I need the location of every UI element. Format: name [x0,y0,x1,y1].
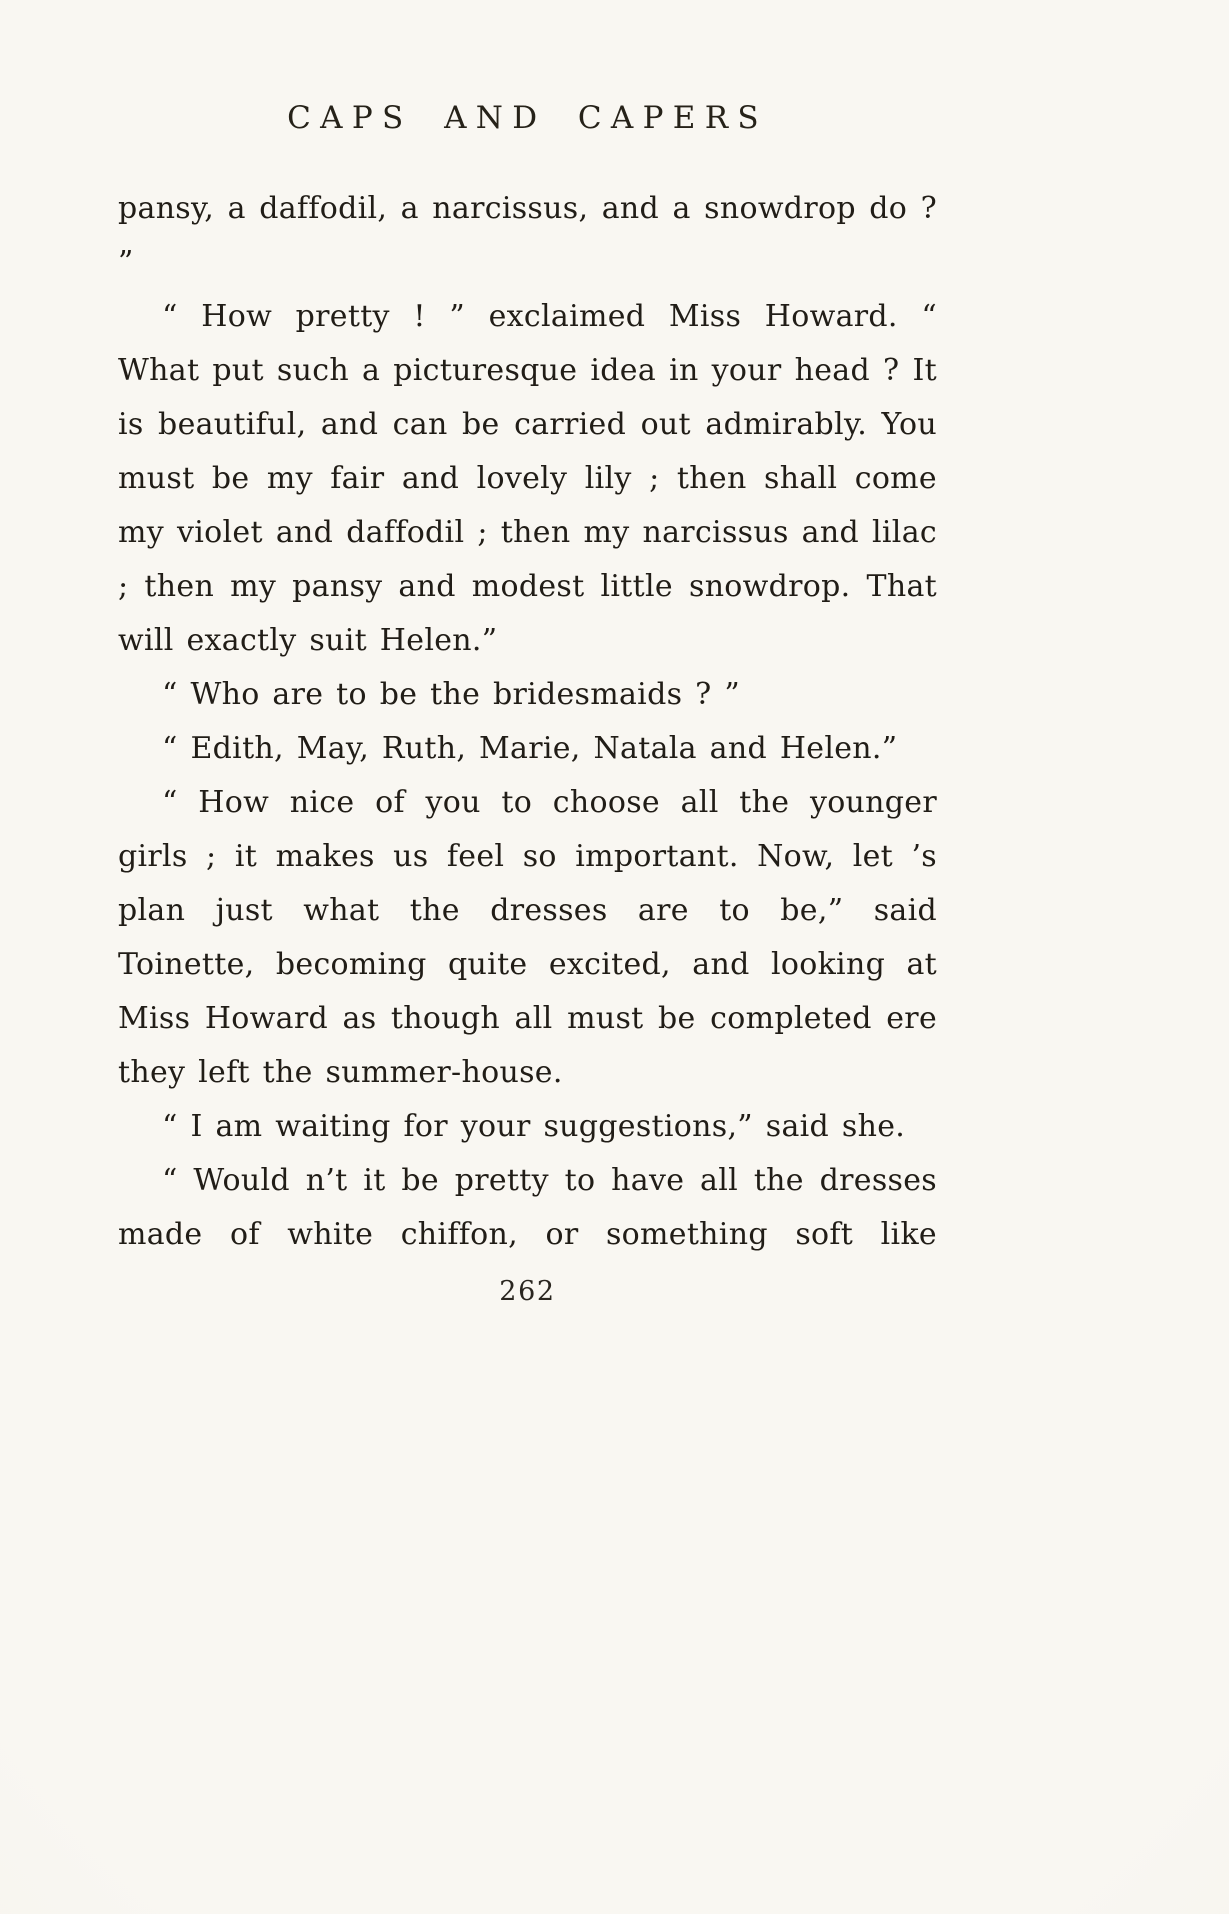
paragraph-dialogue-3: “ Edith, May, Ruth, Marie, Natala and Helen.” [162,731,898,766]
paragraph-dialogue-2: “ Who are to be the bridesmaids ? ” [162,677,740,712]
paragraph-dialogue-5: “ I am waiting for your suggestions,” said she. [162,1109,906,1144]
page-number: 262 [499,1276,556,1307]
paragraph-dialogue-1: “ How pretty ! ” exclaimed Miss Howard. “ What put such a picturesque idea in your head ? It is beautiful, and can be carried out admirably. You must be my fair and lovely lily ; then shall come my violet and daffodil ; then my narcissus and lilac ; then my pansy and modest little snowdrop. That will exactly suit Helen.” [118,299,937,658]
paragraph-dialogue-4: “ How nice of you to choose all the younger girls ; it makes us feel so important. Now, let ’s plan just what the dresses are to be,” said Toinette, becoming quite excited, and looking at Miss Howard as though all must be completed ere they left the summer-house. [118,785,937,1090]
text-block [118,182,937,1262]
paragraph-dialogue-6: “ Would n’t it be pretty to have all the dresses made of white chiffon, or something soft like [118,1163,937,1252]
paragraph-continuation: pansy, a daffodil, a narcissus, and a snowdrop do ? ” [118,191,937,280]
running-header: CAPS AND CAPERS [287,100,768,136]
